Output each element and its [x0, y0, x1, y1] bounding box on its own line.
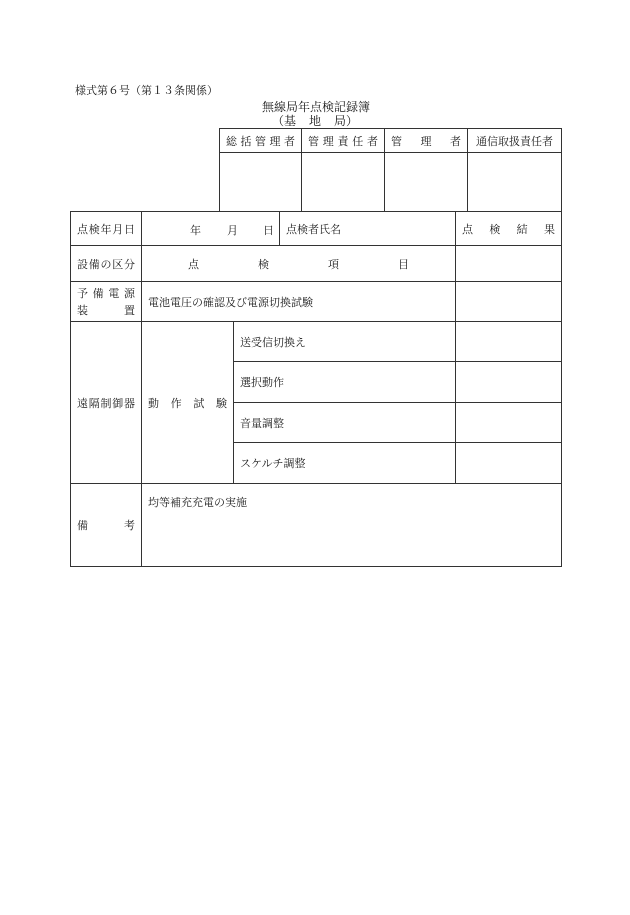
remote-item-selection: 選択動作 [233, 361, 456, 403]
category-result-cell [455, 245, 562, 282]
remote-result-volume [455, 402, 562, 443]
inspection-date-label: 点 検 年 月 日 [70, 211, 142, 246]
inspection-result-header: 点 検 結 果 [455, 211, 562, 246]
responsible-manager-header: 管 理 責 任 者 [301, 128, 385, 153]
remote-item-tx-rx-switch: 送受信切換え [233, 321, 456, 362]
general-manager-signature [219, 152, 302, 212]
operation-test-label: 動 作 試 験 [141, 321, 234, 484]
backup-power-label: 予 備 電 源 装 置 [70, 281, 142, 322]
document-subtitle: （基 地 局） [272, 114, 358, 128]
remote-result-tx-rx-switch [455, 321, 562, 362]
backup-power-item: 電池電圧の確認及び電源切換試験 [141, 281, 456, 322]
remote-controller-label: 遠 隔 制 御 器 [70, 321, 142, 484]
inspection-items-header: 点 検 項 目 [141, 245, 456, 282]
inspector-name-field: 点検者氏名 [279, 211, 456, 246]
manager-signature [384, 152, 468, 212]
equipment-category-header: 設 備 の 区 分 [70, 245, 142, 282]
remote-result-squelch [455, 442, 562, 484]
responsible-manager-signature [301, 152, 385, 212]
remote-result-selection [455, 361, 562, 403]
remote-item-squelch: スケルチ調整 [233, 442, 456, 484]
communication-manager-header: 通信取扱責任者 [467, 128, 562, 153]
document-title: 無線局年点検記録簿 [262, 100, 371, 114]
remarks-label: 備 考 [70, 483, 142, 567]
manager-header: 管 理 者 [384, 128, 468, 153]
remote-item-volume: 音量調整 [233, 402, 456, 443]
general-manager-header: 総 括 管 理 者 [219, 128, 302, 153]
remarks-content: 均等補充充電の実施 [141, 483, 562, 567]
form-number: 様式第６号（第１３条関係） [75, 84, 218, 97]
backup-power-result [455, 281, 562, 322]
communication-manager-signature [467, 152, 562, 212]
inspection-date-field: 年 月 日 [141, 211, 280, 246]
